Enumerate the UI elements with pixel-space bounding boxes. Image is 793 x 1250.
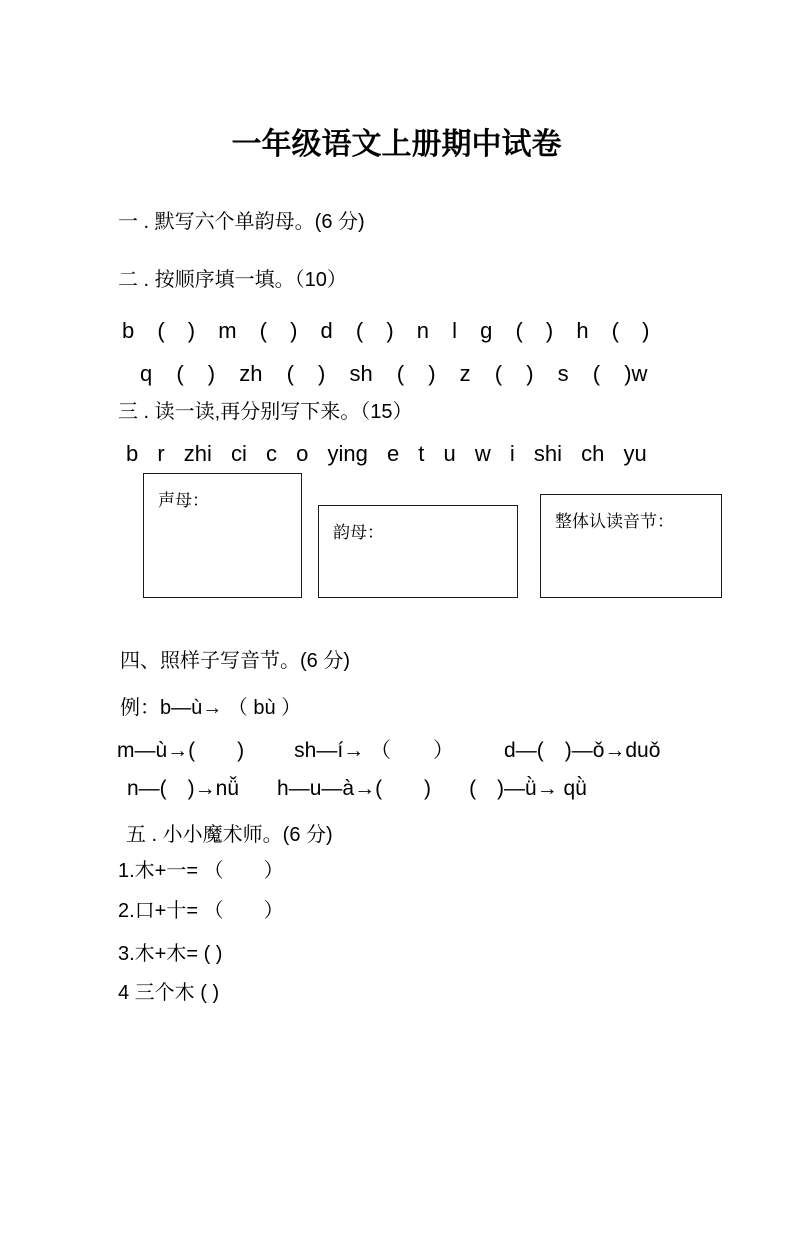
- syllable-item: m—ù→( ): [117, 739, 245, 762]
- shengmu-box-label: 声母：: [158, 491, 209, 510]
- section-1-heading: 一 . 默写六个单韵母。(6 分): [118, 211, 365, 233]
- answer-boxes: [0, 473, 793, 606]
- document-page: [0, 128, 793, 1250]
- section-2-heading: 二 . 按顺序填一填。（10）: [118, 269, 347, 291]
- page-title: 一年级语文上册期中试卷: [231, 128, 562, 161]
- shengmu-box: [143, 473, 302, 598]
- syllable-item: h—u—à→( ): [277, 777, 432, 800]
- syllable-example: 例：b—ù→ （ bù ）: [120, 697, 302, 719]
- initials-fill-row-1: b ( ) m ( ) d ( ) n l g ( ) h ( ): [122, 318, 650, 343]
- yunmu-box: [318, 505, 518, 598]
- magic-item-4: 4 三个木 ( ): [118, 982, 220, 1004]
- magic-item-1: 1.木+一= （ ）: [118, 860, 284, 882]
- syllable-line-1: [117, 738, 793, 764]
- magic-item-3: 3.木+木= ( ): [118, 943, 223, 965]
- section-5-heading: 五 . 小小魔术师。(6 分): [126, 824, 333, 846]
- syllable-item: n—( )→nǚ: [127, 777, 240, 800]
- section-4-heading: 四、照样子写音节。(6 分): [120, 650, 350, 672]
- magic-item-2: 2.口+十= （ ）: [118, 900, 284, 922]
- syllable-item: d—( )—ǒ→duǒ: [504, 739, 661, 762]
- syllable-item: sh—í→ （ ）: [294, 739, 455, 762]
- syllable-line-2: [127, 776, 793, 802]
- syllable-item: ( )—ǜ→ qǜ: [469, 777, 587, 800]
- initials-fill-row-2: q ( ) zh ( ) sh ( ) z ( ) s ( )w: [140, 361, 648, 386]
- section-3-heading: 三 . 读一读,再分别写下来。（15）: [118, 401, 413, 423]
- sort-letters-row: b r zhi ci c o ying e t u w i shi ch yu: [126, 441, 647, 466]
- yunmu-box-label: 韵母：: [333, 523, 384, 542]
- zhengti-box-label: 整体认读音节：: [555, 512, 674, 531]
- zhengti-box: [540, 494, 722, 598]
